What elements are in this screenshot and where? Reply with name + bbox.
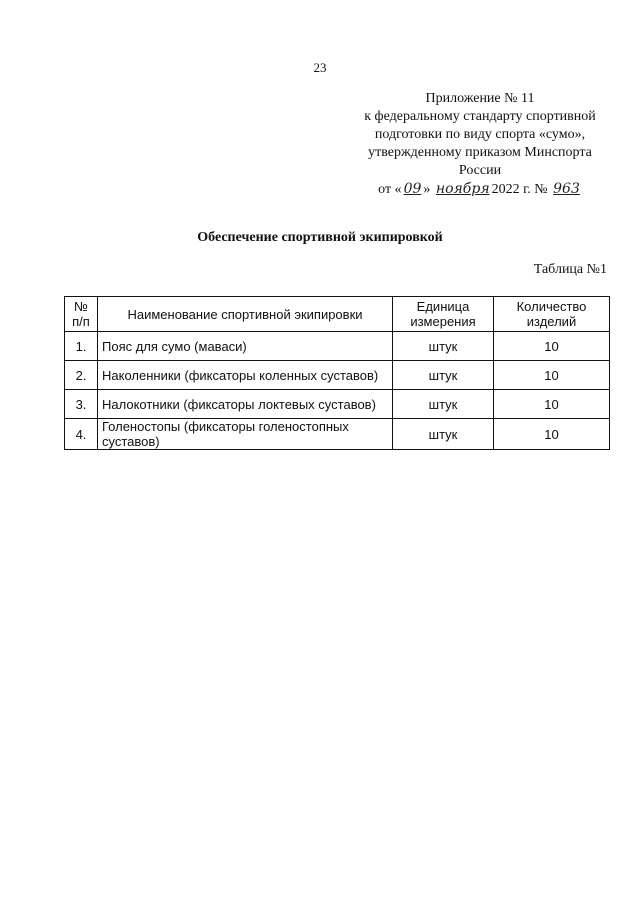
row-qty: 10 <box>494 390 610 419</box>
order-date-line <box>330 180 630 199</box>
appendix-block <box>330 90 630 199</box>
table-row <box>65 419 610 450</box>
row-name: Пояс для сумо (маваси) <box>98 332 393 361</box>
handwritten-month: ноября <box>435 181 490 197</box>
handwritten-number: 963 <box>553 181 580 197</box>
row-unit: штук <box>393 361 494 390</box>
handwritten-day: 09 <box>403 181 422 197</box>
appendix-line: Приложение № 11 <box>425 91 535 106</box>
header-num: № п/п <box>65 297 98 332</box>
row-num: 1. <box>65 332 98 361</box>
order-mid: » <box>423 182 434 197</box>
header-qty: Количество изделий <box>494 297 610 332</box>
table-row <box>65 332 610 361</box>
row-num: 2. <box>65 361 98 390</box>
row-unit: штук <box>393 419 494 450</box>
equipment-table <box>64 296 610 450</box>
page-number: 23 <box>313 60 327 75</box>
appendix-line: утвержденному приказом Минспорта <box>368 145 592 160</box>
row-num: 3. <box>65 390 98 419</box>
header-name: Наименование спортивной экипировки <box>98 297 393 332</box>
row-num: 4. <box>65 419 98 450</box>
row-qty: 10 <box>494 332 610 361</box>
row-qty: 10 <box>494 361 610 390</box>
order-year: 2022 г. № <box>491 182 552 197</box>
appendix-line: к федеральному стандарту спортивной <box>364 109 596 124</box>
document-title: Обеспечение спортивной экипировкой <box>197 230 443 245</box>
table-label: Таблица №1 <box>533 262 607 277</box>
row-name: Голеностопы (фиксаторы голеностопных суставов) <box>98 419 393 450</box>
row-unit: штук <box>393 390 494 419</box>
appendix-line: России <box>458 163 502 178</box>
row-unit: штук <box>393 332 494 361</box>
order-prefix: от « <box>378 182 402 197</box>
header-unit: Единица измерения <box>393 297 494 332</box>
row-qty: 10 <box>494 419 610 450</box>
appendix-line: подготовки по виду спорта «сумо», <box>374 127 586 142</box>
row-name: Наколенники (фиксаторы коленных суставов) <box>98 361 393 390</box>
table-row <box>65 361 610 390</box>
table-header-row <box>65 297 610 332</box>
table-row <box>65 390 610 419</box>
row-name: Налокотники (фиксаторы локтевых суставов) <box>98 390 393 419</box>
